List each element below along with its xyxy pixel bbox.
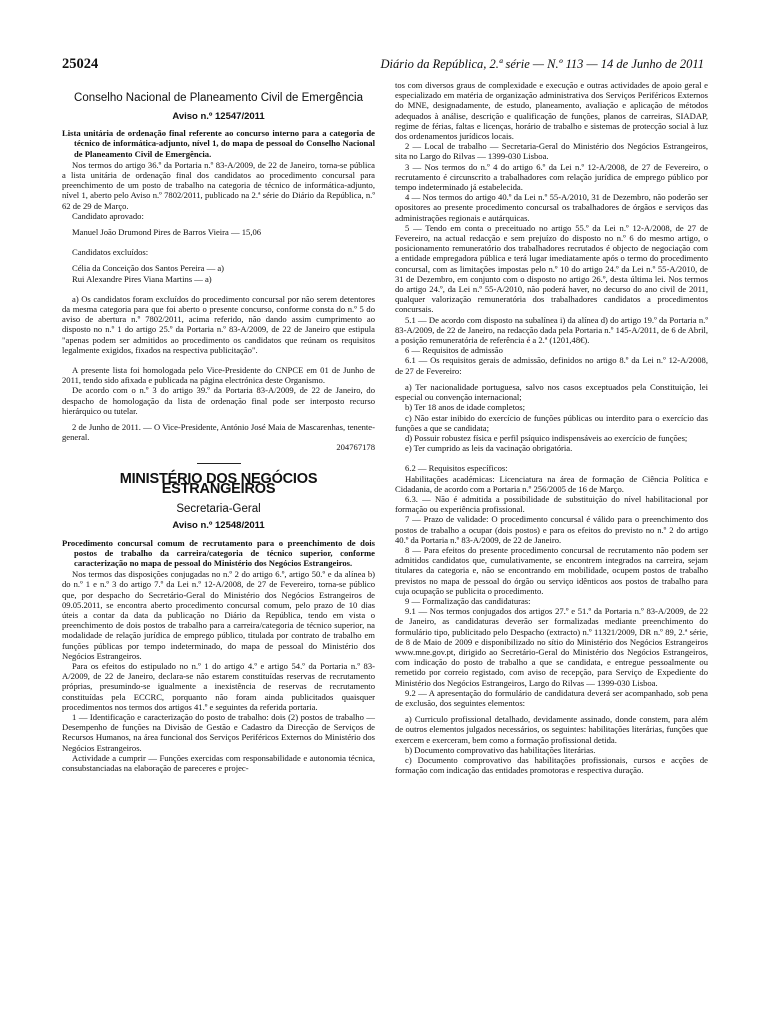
journal-header: Diário da República, 2.ª série — N.º 113 — 14 de Junho de 2011 bbox=[380, 57, 704, 71]
aviso-heading-2: Aviso n.º 12548/2011 bbox=[172, 520, 265, 532]
paragraph: 9.2 — A apresentação do formulário de candidatura deverá ser acompanhado, sob pena de exclusão, dos seguintes elementos: bbox=[395, 687, 708, 708]
paragraph: 9.1 — Nos termos conjugados dos artigos 27.º e 51.º da Portaria n.º 83-A/2009, de 22 de Janeiro, as candidaturas deverão ser formalizadas mediante preenchimento do formulário tipo, publicitado pelo Despacho (extracto) n.º 11321/2009, DR n.º 89, 2.ª série, de 8 de Maio de 2009 e disponibilizado no sítio do Ministério dos Negócios Estrangeiros www.mne.gov.pt, dirigido ao Secretário-Geral do Ministério dos Negócios Estrangeiros, com indicação do posto de trabalho a que se candidata, e entregue pessoalmente ou remetido por correio registado, com aviso de recepção, para Serviço de Expediente do Ministério dos Negócios Estrangeiros, Largo do Rilvas — 1399-030 Lisboa. bbox=[395, 606, 708, 688]
paragraph: 8 — Para efeitos do presente procedimento concursal de recrutamento não podem ser admitidos candidatos que, cumulativamente, se encontrem integrados na carreira, sejam titulares da categoria e, não se encontrando em mobilidade, ocupem postos de trabalho previstos no mapa de pessoal do órgão ou serviço idênticos aos postos de trabalho para cuja ocupação se publicita o procedimento. bbox=[395, 544, 708, 596]
paragraph: De acordo com o n.º 3 do artigo 39.º da Portaria 83-A/2009, de 22 de Janeiro, do despacho de homologação da lista de ordenação final pode ser interposto recurso hierárquico ou tutelar. bbox=[62, 385, 375, 416]
divider bbox=[197, 463, 241, 464]
paragraph: Nos termos das disposições conjugadas no n.º 2 do artigo 6.º, artigo 50.º e da alínea b) do n.º 1 e n.º 3 do artigo 7.º da Lei n.º 12-A/2008, de 27 de Fevereiro, torna-se público que, por despacho do Secretário-Geral do Ministério dos Negócios Estrangeiros de 09.05.2011, se encontra aberto procedimento concursal comum, pelo prazo de 10 dias úteis a contar da data da publicação no Diário da República, tendo em vista o preenchimento de dois postos de trabalho para a carreira/categoria de técnico superior, na modalidade de relação jurídica de emprego público, titulada por contrato de trabalho em funções públicas por tempo indeterminado, do mapa de pessoal do Ministério dos Negócios Estrangeiros. bbox=[62, 569, 375, 661]
list-item: c) Documento comprovativo das habilitações profissionais, cursos e acções de formação com indicação das entidades promotoras e respectiva duração. bbox=[395, 755, 708, 776]
notice-title-2: Procedimento concursal comum de recrutamento para o preenchimento de dois postos de trabalho da carreira/categoria de técnico superior, conforme caracterização no mapa de pessoal do Ministério dos Negócios Estrangeiros. bbox=[62, 537, 375, 568]
paragraph: Candidato aprovado: bbox=[72, 210, 144, 221]
aviso-heading-1: Aviso n.º 12547/2011 bbox=[172, 111, 265, 122]
reference-number: 204767178 bbox=[336, 442, 375, 453]
paragraph: A presente lista foi homologada pelo Vice-Presidente do CNPCE em 01 de Junho de 2011, tendo sido afixada e publicada na página electrónica deste Organismo. bbox=[62, 365, 375, 386]
paragraph: 6.1 — Os requisitos gerais de admissão, definidos no artigo 8.º da Lei n.º 12-A/2008, de 27 de Fevereiro: bbox=[395, 355, 708, 376]
excluded-candidate: Célia da Conceição dos Santos Pereira — a) bbox=[72, 263, 225, 274]
paragraph: Para os efeitos do estipulado no n.º 1 do artigo 4.º e artigo 54.º da Portaria n.º 83-A/2009, de 22 de Janeiro, declara-se não estarem constituídas reservas de recrutamento próprias, presumindo-se igualmente a inexistência de reservas de recrutamento constituídas pela ECCRC, porquanto não foram ainda publicitados quaisquer procedimentos nos termos dos artigos 41.º e seguintes da referida portaria. bbox=[62, 660, 375, 712]
paragraph: a) Os candidatos foram excluídos do procedimento concursal por não serem detentores da mesma categoria para que foi aberto o presente concurso, conforme consta do n.º 5 do aviso de abertura n.º 7802/2011, acima referido, não dando assim cumprimento ao disposto no n.º 1 do artigo 25.º da Portaria n.º 83-A/2009, de 22 de Janeiro que estipula "apenas podem ser admitidos ao procedimento os candidatos que reúnam os requisitos legalmente exigidos, fixados na respectiva publicitação". bbox=[62, 293, 375, 355]
paragraph: Habilitações académicas: Licenciatura na área de formação de Ciência Política e Cidadania, de acordo com a Portaria n.º 256/2005 de 16 de Março. bbox=[395, 473, 708, 494]
paragraph: tos com diversos graus de complexidade e execução e outras actividades de apoio geral e especializado em matéria de organização administrativa dos Serviços Periféricos Externos do MNE, designadamente, de estudo, planeamento, avaliação e aplicação de métodos adequados à análise, descrição e qualificação de funções, planos de carreiras, SIADAP, regime de férias, faltas e licenças, horário de trabalho e sistemas de protecção social à luz dos ordenamentos jurídicos locais. bbox=[395, 80, 708, 142]
department-heading: Secretaria-Geral bbox=[176, 503, 261, 516]
paragraph: 2 — Local de trabalho — Secretaria-Geral do Ministério dos Negócios Estrangeiros, sita no Largo do Rilvas — 1399-030 Lisboa. bbox=[395, 141, 708, 162]
list-item: d) Possuir robustez física e perfil psíquico indispensáveis ao exercício de funções; bbox=[405, 432, 688, 443]
list-item: b) Documento comprovativo das habilitações literárias. bbox=[405, 744, 596, 755]
paragraph: 6 — Requisitos de admissão bbox=[405, 345, 503, 356]
page-number: 25024 bbox=[62, 56, 99, 72]
paragraph: Candidatos excluídos: bbox=[72, 247, 149, 258]
paragraph: 6.3. — Não é admitida a possibilidade de substituição do nível habilitacional por formação ou experiência profissional. bbox=[395, 493, 708, 515]
paragraph: 3 — Nos termos do n.º 4 do artigo 6.º da Lei n.º 12-A/2008, de 27 de Fevereiro, o recrutamento é circunscrito a trabalhadores com relação jurídica de emprego público por tempo indeterminado já estabelecida. bbox=[395, 161, 708, 193]
paragraph: 6.2 — Requisitos específicos: bbox=[405, 463, 508, 474]
list-item: e) Ter cumprido as leis da vacinação obrigatória. bbox=[405, 443, 573, 454]
signature-line: 2 de Junho de 2011. — O Vice-Presidente, António José Maia de Mascarenhas, tenente-general. bbox=[62, 422, 375, 443]
paragraph: 1 — Identificação e caracterização do posto de trabalho: dois (2) postos de trabalho — Desempenho de funções na Divisão de Gestão e Cadastro da Direcção de Serviços de Recursos Humanos, na área funcional dos Serviços Periféricos Externos do Ministério dos Negócios Estrangeiros. bbox=[62, 711, 375, 753]
paragraph: 5 — Tendo em conta o preceituado no artigo 55.º da Lei n.º 12-A/2008, de 27 de Fevereiro, na actual redacção e sem prejuízo do disposto no n.º 6 do mesmo artigo, o posicionamento remuneratório dos trabalhadores recrutados é objecto de negociação com a entidade empregadora pública e terá lugar imediatamente após o termo do procedimento concursal, com as limitações impostas pelo n.º 10 do artigo 24.º da Lei n.º 55-A/2010, de 31 de Dezembro, em conjunto com o disposto no artigo 26.º, desta última lei. Nos termos do artigo 24.º, da Lei n.º 55-A/2010, não poderá haver, no decurso do ano civil de 2011, qualquer valorização remuneratória dos trabalhadores candidatos a procedimentos concursais. bbox=[395, 222, 708, 315]
paragraph: 4 — Nos termos do artigo 40.º da Lei n.º 55-A/2010, 31 de Dezembro, não poderão ser opositores ao presente procedimento concursal os trabalhadores de órgãos e serviços das administrações regionais e autárquicas. bbox=[395, 192, 708, 223]
paragraph: 7 — Prazo de validade: O procedimento concursal é válido para o preenchimento dos postos de trabalho a ocupar (dois postos) e para os efeitos do previsto no n.º 2 do artigo 40.º da Portaria n.º 83-A/2009, de 22 de Janeiro. bbox=[395, 514, 708, 545]
notice-title-1: Lista unitária de ordenação final referente ao concurso interno para a categoria de técnico de informática-adjunto, nível 1, do mapa de pessoal do Conselho Nacional de Planeamento Civil de Emergência. bbox=[62, 128, 375, 159]
list-item: a) Curriculo profissional detalhado, devidamente assinado, donde constem, para além de outros elementos julgados necessários, os seguintes: habilitações literárias, funções que exercem e exerceram, bem como a formação profissional detida. bbox=[395, 714, 708, 745]
list-item: b) Ter 18 anos de idade completos; bbox=[405, 402, 525, 413]
paragraph: Nos termos do artigo 36.º da Portaria n.º 83-A/2009, de 22 de Janeiro, torna-se pública a lista unitária de ordenação final dos candidatos ao procedimento concursal para preenchimento de um posto de trabalho na categoria de técnico de informática-adjunto, nível 1, aberto pelo Aviso n.º 7802/2011, publicado na 2.ª série do Diário da República, n.º 62 de 29 de Março. bbox=[62, 159, 375, 211]
list-item: a) Ter nacionalidade portuguesa, salvo nos casos exceptuados pela Constituição, lei especial ou convenção internacional; bbox=[395, 381, 708, 403]
left-column bbox=[62, 86, 375, 773]
paragraph: 9 — Formalização das candidaturas: bbox=[405, 595, 531, 606]
paragraph: Actividade a cumprir — Funções exercidas com responsabilidade e autonomia técnica, consubstanciadas na elaboração de pareceres e projec- bbox=[62, 752, 375, 773]
excluded-candidate: Rui Alexandre Pires Viana Martins — a) bbox=[72, 273, 212, 284]
right-column bbox=[395, 80, 708, 775]
organization-name: Conselho Nacional de Planeamento Civil de Emergência bbox=[74, 92, 363, 104]
approved-candidate: Manuel João Drumond Pires de Barros Vieira — 15,06 bbox=[72, 227, 262, 238]
ministry-heading: MINISTÉRIO DOS NEGÓCIOS ESTRANGEIROS bbox=[119, 470, 318, 497]
list-item: c) Não estar inibido do exercício de funções públicas ou interdito para o exercício das funções a que se candidata; bbox=[395, 412, 708, 433]
paragraph: 5.1 — De acordo com disposto na subalínea i) da alínea d) do artigo 19.º da Portaria n.º 83-A/2009, de 22 de Janeiro, na redacção dada pela Portaria n.º 145-A/2011, de 6 de Abril, a posição remuneratória de referência é a 2.ª (1201,48€). bbox=[395, 314, 708, 346]
